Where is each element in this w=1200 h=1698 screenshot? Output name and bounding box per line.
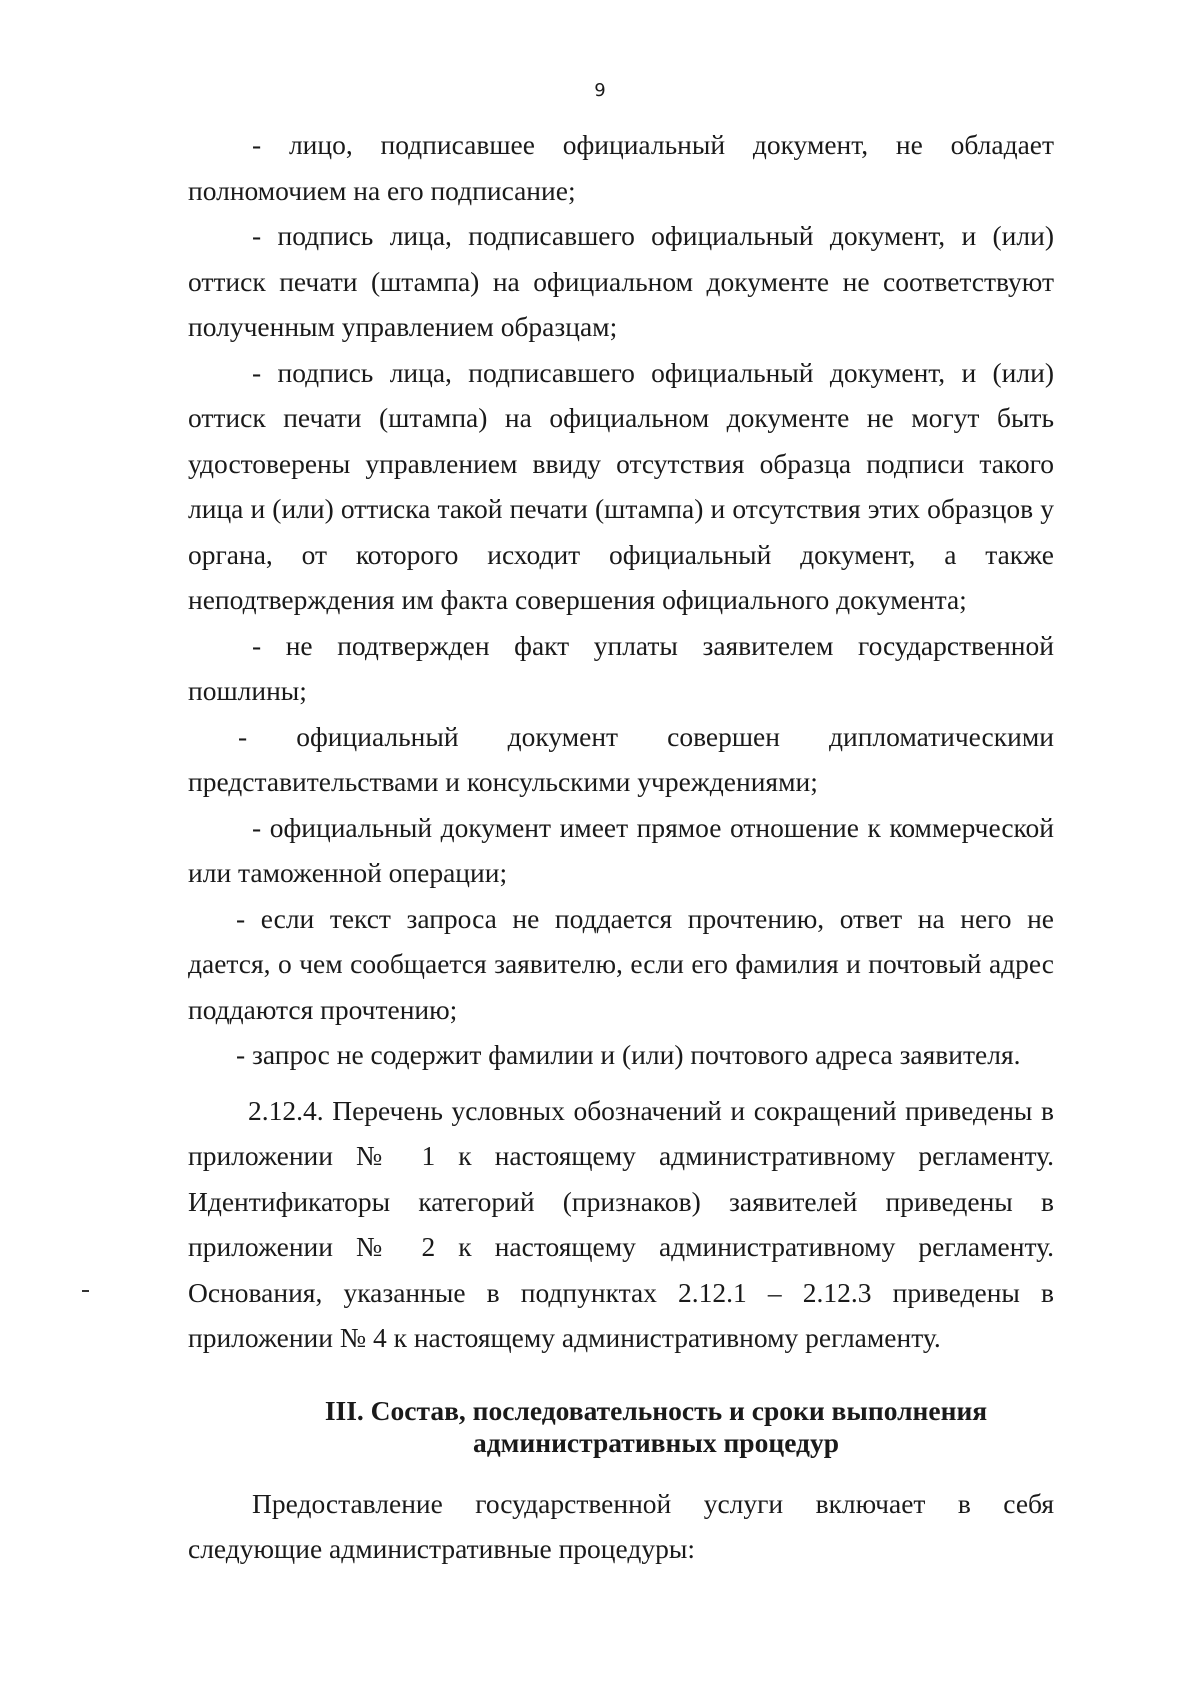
list-item: - подпись лица, подписавшего официальный документ, и (или) оттиск печати (штампа) на официальном документе не могут быть удостоверены управлением ввиду отсутствия образца подписи такого лица и (или) оттиска такой печати (штампа) и отсутствия этих образцов у органа, от которого исходит официальный документ, а также неподтверждения им факта совершения официального документа; <box>188 356 1054 615</box>
word: официальный <box>296 720 459 752</box>
page-number: 9 <box>594 80 606 101</box>
section-heading <box>188 1395 1054 1459</box>
word: дипломатическими <box>829 720 1054 752</box>
section-intro: Предоставление государственной услуги включает в себя следующие административные процедуры: <box>188 1487 1054 1564</box>
section-heading-line: административных процедур <box>473 1426 839 1458</box>
clause-2-12-4: 2.12.4. Перечень условных обозначений и сокращений приведены в приложении № 1 к настоящему административному регламенту. Идентификаторы категорий (признаков) заявителей приведены в приложении № 2 к настоящему административному регламенту. Основания, указанные в подпунктах 2.12.1 – 2.12.3 приведены в приложении № 4 к настоящему административному регламенту. <box>188 1094 1054 1353</box>
word: документ <box>507 720 619 752</box>
word: - <box>238 720 248 752</box>
list-item: - подпись лица, подписавшего официальный документ, и (или) оттиск печати (штампа) на официальном документе не соответствуют полученным управлением образцам; <box>188 220 1054 342</box>
list-item: - не подтвержден факт уплаты заявителем государственной пошлины; <box>188 629 1054 706</box>
list-item-continuation: представительствами и консульскими учреждениями; <box>188 766 818 797</box>
list-item: - лицо, подписавшее официальный документ, не обладает полномочием на его подписание; <box>188 129 1054 206</box>
spaced-line <box>188 714 1054 760</box>
section-heading-line: III. Состав, последовательность и сроки выполнения <box>324 1394 988 1426</box>
list-item-diplomatic <box>188 714 1054 805</box>
list-item: - запрос не содержит фамилии и (или) почтового адреса заявителя. <box>236 1039 1021 1070</box>
word: совершен <box>667 720 780 752</box>
scan-mark <box>82 1290 89 1292</box>
document-body <box>188 122 1054 1572</box>
list-item: - если текст запроса не поддается прочтению, ответ на него не дается, о чем сообщается заявителю, если его фамилия и почтовый адрес поддаются прочтению; <box>188 902 1054 1025</box>
list-item: - официальный документ имеет прямое отношение к коммерческой или таможенной операции; <box>188 811 1054 888</box>
